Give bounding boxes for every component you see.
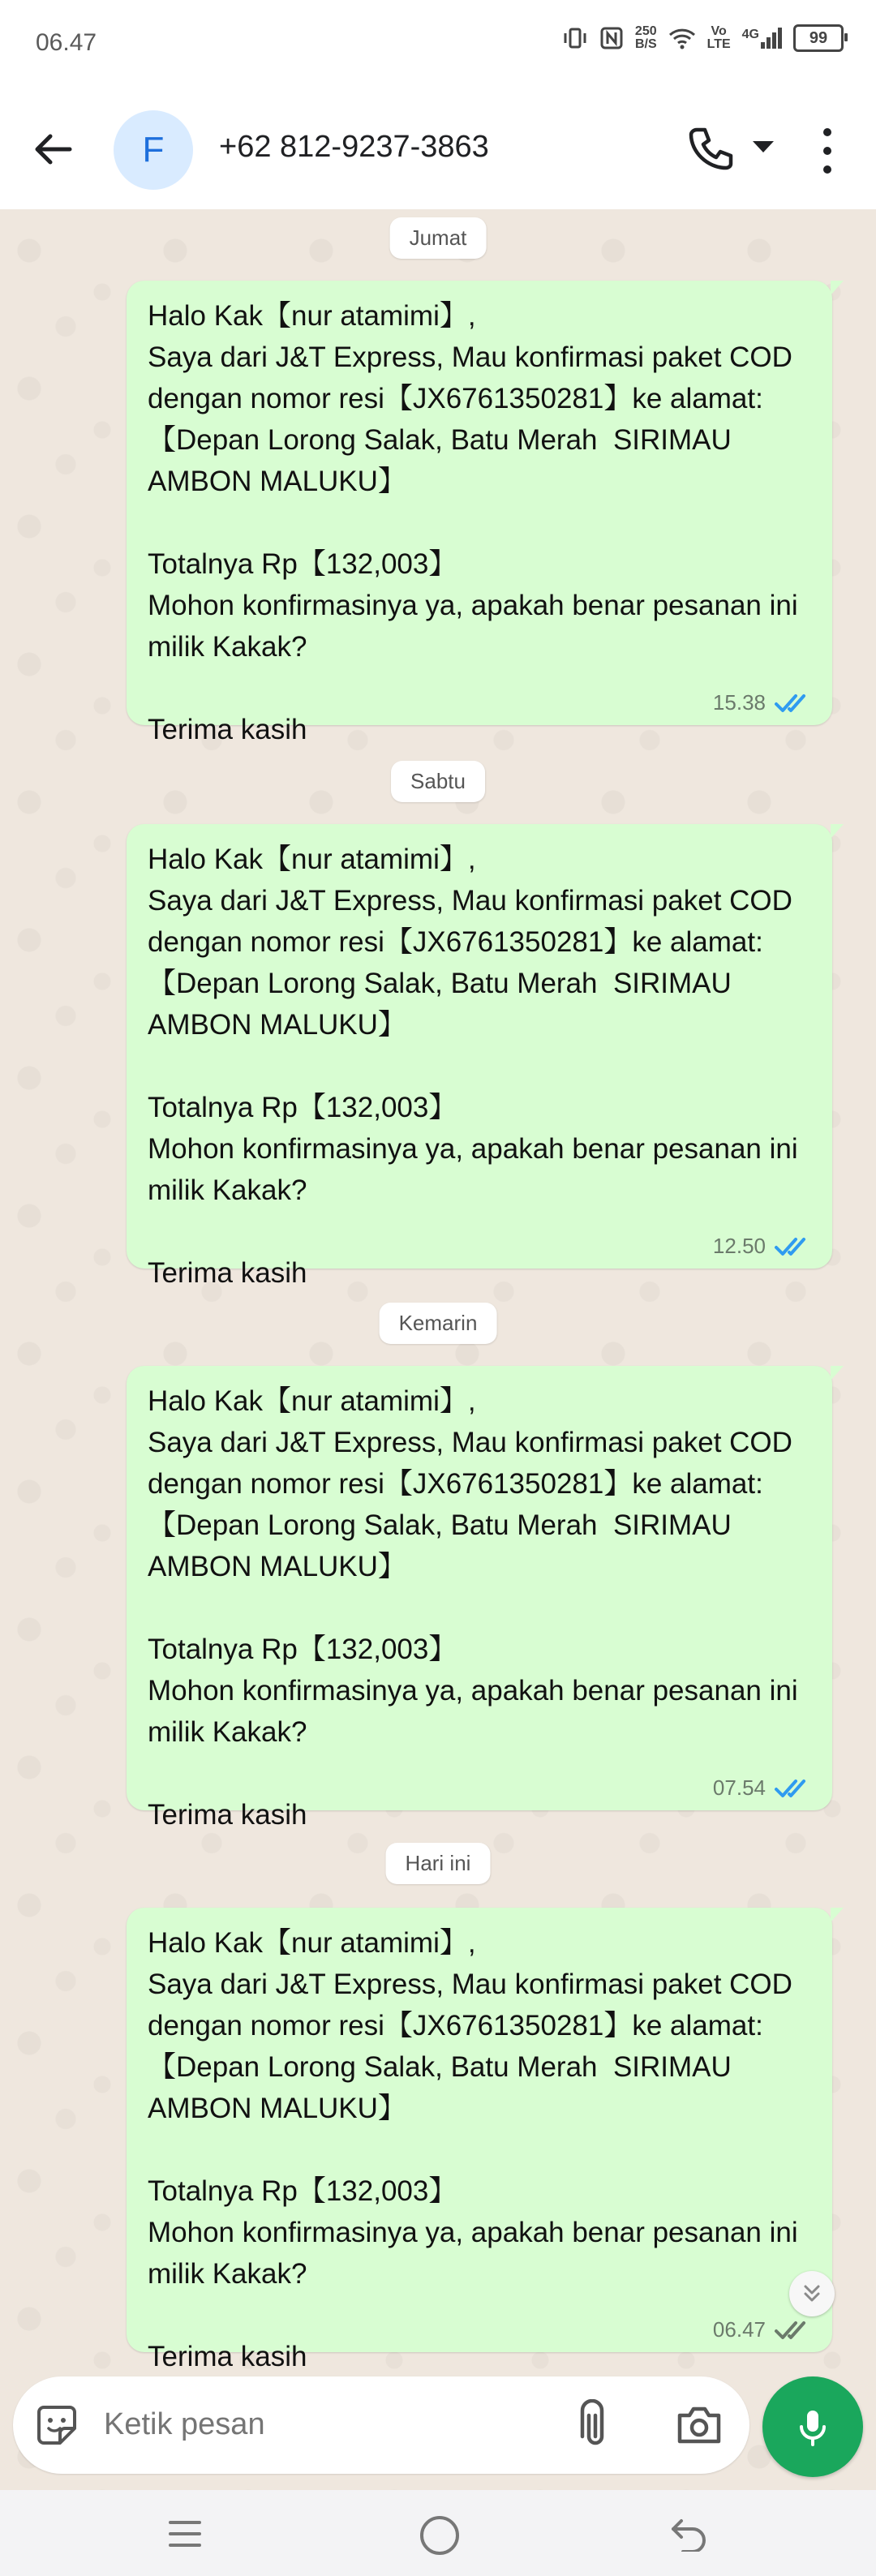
signal-icon (742, 28, 782, 49)
double-chevron-down-icon[interactable] (789, 2271, 835, 2316)
message-time: 15.38 (712, 690, 766, 715)
arrow-left-icon[interactable] (29, 125, 78, 174)
message-text: Halo Kak【nur atamimi】, Saya dari J&T Express, Mau konfirmasi paket COD dengan nomor resi【JX6761350281】ke alamat:【Depan Lorong Salak, Batu Merah SIRIMAU AMBON MALUKU】 Totalnya Rp【132,003】 Mohon konfirmasinya ya, apakah benar pesanan ini milik Kakak? Terima kasih (148, 300, 798, 745)
message-bubble[interactable] (127, 1366, 832, 1831)
message-text: Halo Kak【nur atamimi】, Saya dari J&T Express, Mau konfirmasi paket COD dengan nomor resi【JX6761350281】ke alamat:【Depan Lorong Salak, Batu Merah SIRIMAU AMBON MALUKU】 Totalnya Rp【132,003】 Mohon konfirmasinya ya, apakah benar pesanan ini milik Kakak? Terima kasih (148, 844, 798, 1289)
message-input[interactable] (104, 2407, 542, 2442)
read-ticks-icon (774, 1234, 813, 1259)
paperclip-icon[interactable] (571, 2399, 620, 2451)
vibrate-icon (562, 26, 588, 50)
read-ticks-icon (774, 691, 813, 715)
home-icon[interactable] (420, 2516, 459, 2555)
avatar-letter: F (142, 130, 165, 170)
date-separator: Kemarin (380, 1303, 497, 1344)
net-speed-value: 250 (634, 24, 657, 38)
delivered-ticks-icon (774, 2318, 813, 2342)
contact-name[interactable]: +62 812-9237-3863 (219, 130, 489, 164)
system-navbar (0, 2490, 876, 2576)
caret-down-icon[interactable] (753, 141, 774, 152)
message-list[interactable] (0, 209, 876, 2497)
read-ticks-icon (774, 1776, 813, 1801)
status-icons (562, 24, 844, 52)
message-time: 06.47 (712, 2317, 766, 2342)
status-bar (0, 0, 876, 89)
message-composer (13, 2376, 749, 2474)
chat-header (0, 89, 876, 209)
avatar[interactable] (114, 110, 193, 190)
message-bubble[interactable] (127, 824, 832, 1289)
date-separator: Jumat (390, 217, 487, 259)
message-bubble[interactable] (127, 1908, 832, 2372)
phone-icon[interactable] (685, 123, 736, 174)
status-time: 06.47 (36, 29, 97, 56)
volte-top: Vo (711, 24, 727, 38)
message-text: Halo Kak【nur atamimi】, Saya dari J&T Express, Mau konfirmasi paket COD dengan nomor resi【JX6761350281】ke alamat:【Depan Lorong Salak, Batu Merah SIRIMAU AMBON MALUKU】 Totalnya Rp【132,003】 Mohon konfirmasinya ya, apakah benar pesanan ini milik Kakak? Terima kasih (148, 1385, 798, 1831)
message-time: 12.50 (712, 1234, 766, 1258)
back-gesture-icon[interactable] (670, 2516, 709, 2552)
message-time: 07.54 (712, 1775, 766, 1800)
message-text: Halo Kak【nur atamimi】, Saya dari J&T Express, Mau konfirmasi paket COD dengan nomor resi【JX6761350281】ke alamat:【Depan Lorong Salak, Batu Merah SIRIMAU AMBON MALUKU】 Totalnya Rp【132,003】 Mohon konfirmasinya ya, apakah benar pesanan ini milik Kakak? Terima kasih (148, 1927, 798, 2372)
wifi-icon (668, 27, 696, 49)
recent-apps-icon[interactable] (167, 2519, 203, 2548)
message-meta (713, 1775, 813, 1801)
date-separator: Sabtu (391, 761, 485, 802)
network-type: 4G (741, 28, 759, 41)
message-meta (713, 1234, 813, 1259)
camera-icon[interactable] (673, 2401, 725, 2449)
battery-level: 99 (809, 28, 828, 47)
volte-indicator (707, 25, 731, 51)
message-bubble[interactable] (127, 281, 832, 745)
message-meta (713, 690, 813, 715)
net-speed (635, 25, 657, 51)
message-meta (713, 2317, 813, 2342)
nfc-icon (599, 26, 624, 50)
battery-icon (793, 24, 844, 52)
more-vertical-icon[interactable] (816, 128, 839, 174)
volte-bottom: LTE (706, 37, 731, 51)
sticker-icon[interactable] (32, 2401, 81, 2449)
net-speed-unit: B/S (634, 37, 657, 51)
date-separator: Hari ini (386, 1843, 491, 1884)
microphone-icon[interactable] (762, 2376, 863, 2477)
